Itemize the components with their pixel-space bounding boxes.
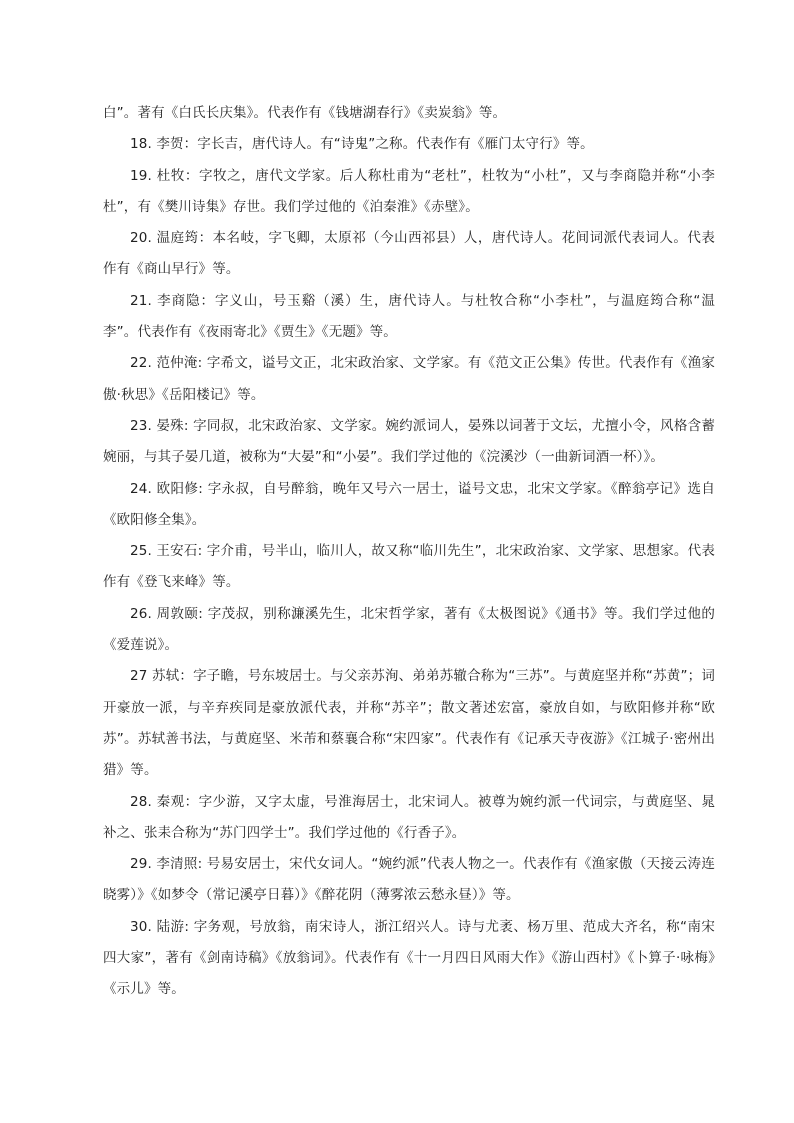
paragraph-li-shangyin: 21. 李商隐：字义山，号玉谿（溪）生，唐代诗人。与杜牧合称“小李杜”，与温庭筠合称“温李”。代表作有《夜雨寄北》《贾生》《无题》等。 <box>103 292 715 341</box>
paragraph-zhou-dunyi: 26. 周敦颐: 字茂叔，别称濂溪先生，北宋哲学家，著有《太极图说》《通书》等。我们学过他的《爱莲说》。 <box>103 605 715 654</box>
paragraph-ouyang-xiu: 24. 欧阳修: 字永叔，自号醉翁，晚年又号六一居士，谥号文忠，北宋文学家。《醉翁亭记》选自《欧阳修全集》。 <box>103 480 715 528</box>
paragraph-wang-anshi: 25. 王安石: 字介甫，号半山，临川人，故又称“临川先生”，北宋政治家、文学家、思想家。代表作有《登飞来峰》等。 <box>103 543 715 591</box>
paragraph-su-shi: 27 苏轼：字子瞻，号东坡居士。与父亲苏洵、弟弟苏辙合称为“三苏”。与黄庭坚并称“苏黄”；词开豪放一派，与辛弃疾同是豪放派代表，并称“苏辛”；散文著述宏富，豪放自如，与欧阳修并称“欧苏”。苏轼善书法，与黄庭坚、米芾和蔡襄合称“宋四家”。代表作有《记承天寺夜游》《江城子·密州出猎》等。 <box>103 668 715 779</box>
paragraph-yan-shu: 23. 晏殊: 字同叔，北宋政治家、文学家。婉约派词人，晏殊以词著于文坛，尤擅小令，风格含蓄婉丽，与其子晏几道，被称为“大晏”和“小晏”。我们学过他的《浣溪沙（一曲新词酒一杯）》。 <box>103 417 715 466</box>
paragraph-du-mu: 19. 杜牧：字牧之，唐代文学家。后人称杜甫为“老杜”，杜牧为“小杜”，又与李商隐并称“小李杜”，有《樊川诗集》存世。我们学过他的《泊秦淮》《赤壁》。 <box>103 167 715 215</box>
paragraph-lu-you: 30. 陆游: 字务观，号放翁，南宋诗人，浙江绍兴人。诗与尤袤、杨万里、范成大齐名，称“南宋四大家”，著有《剑南诗稿》《放翁词》。代表作有《十一月四日风雨大作》《游山西村》《卜算子·咏梅》《示儿》等。 <box>103 918 715 998</box>
paragraph-li-he: 18. 李贺：字长吉，唐代诗人。有“诗鬼”之称。代表作有《雁门太守行》等。 <box>130 136 594 153</box>
paragraph-continuation: 白”。著有《白氏长庆集》。代表作有《钱塘湖春行》《卖炭翁》等。 <box>103 105 507 121</box>
paragraph-qin-guan: 28. 秦观：字少游，又字太虚，号淮海居士，北宋词人。被尊为婉约派一代词宗，与黄庭坚、晁补之、张耒合称为“苏门四学士”。我们学过他的《行香子》。 <box>103 793 715 841</box>
paragraph-wen-tingyun: 20. 温庭筠：本名岐，字飞卿，太原祁（今山西祁县）人，唐代诗人。花间词派代表词人。代表作有《商山早行》等。 <box>103 230 715 278</box>
document-body <box>103 98 715 1006</box>
paragraph-li-qingzhao: 29. 李清照: 号易安居士，宋代女词人。“婉约派”代表人物之一。代表作有《渔家傲（天接云涛连晓雾）》《如梦令（常记溪亭日暮）》《醉花阴（薄雾浓云愁永昼）》等。 <box>103 856 715 904</box>
paragraph-fan-zhongyan: 22. 范仲淹: 字希文，谥号文正，北宋政治家、文学家。有《范文正公集》传世。代表作有《渔家傲·秋思》《岳阳楼记》等。 <box>103 355 715 403</box>
